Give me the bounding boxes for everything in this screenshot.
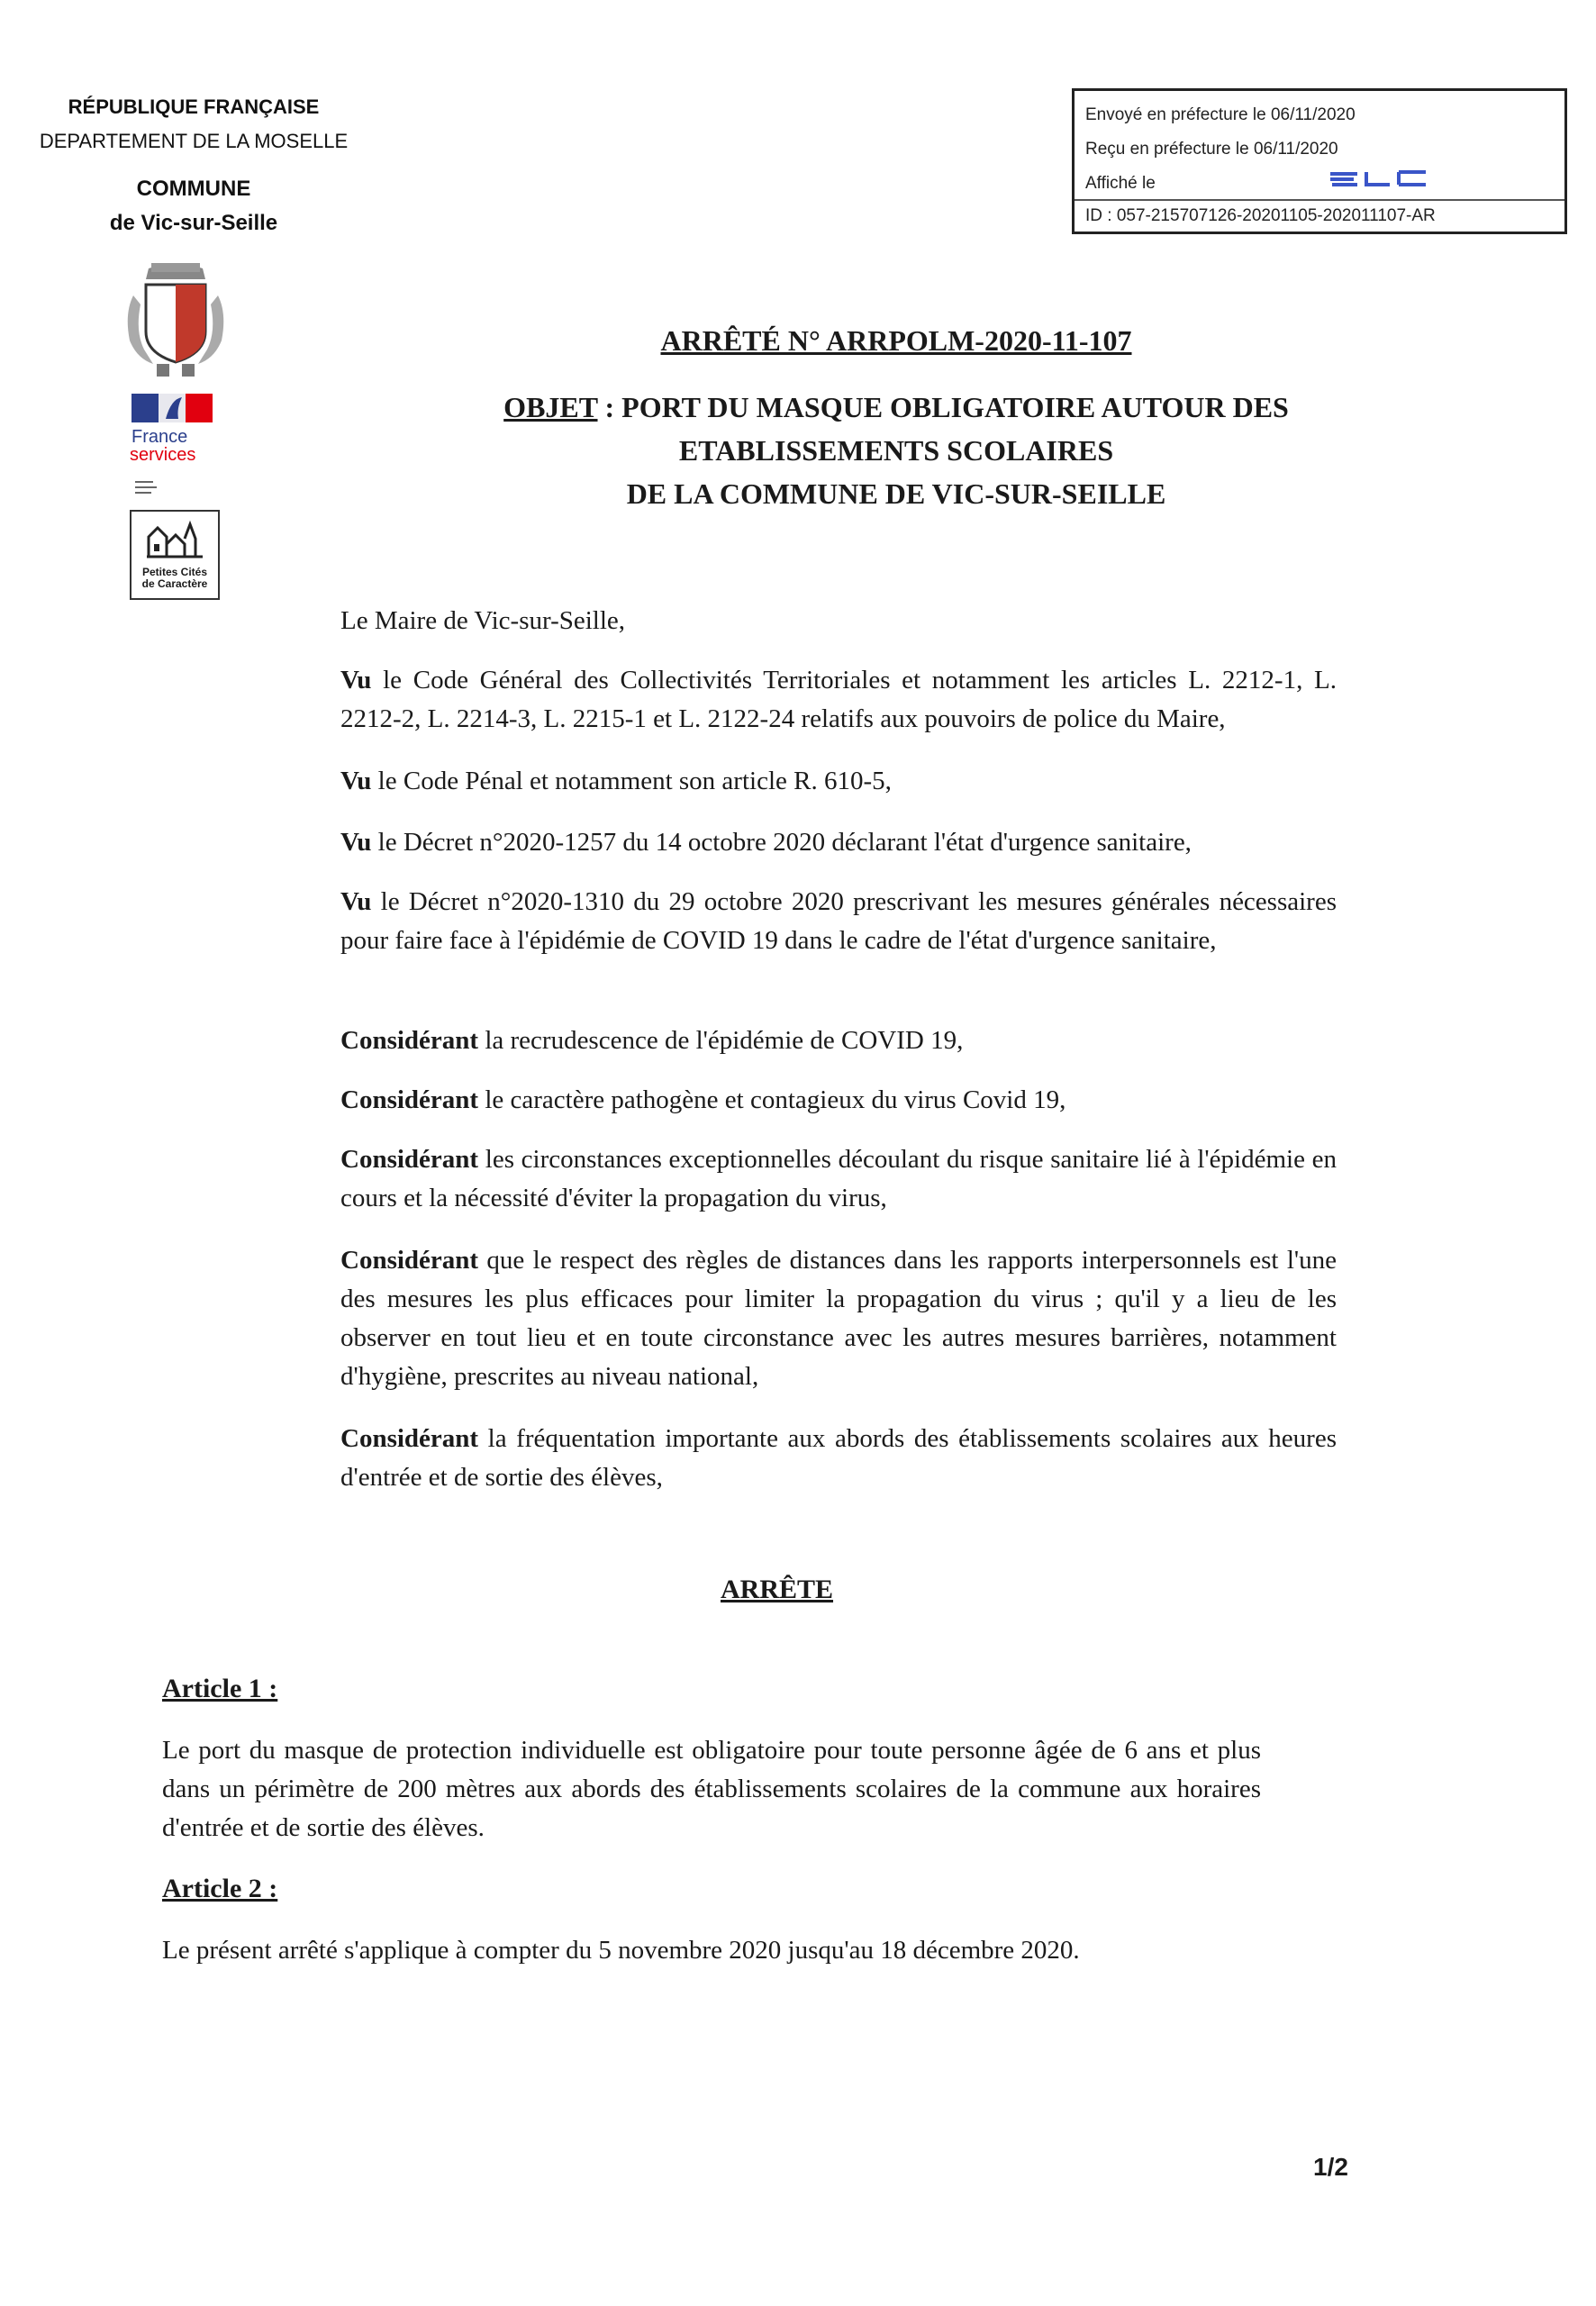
petites-cites-text2: de Caractère <box>141 577 208 590</box>
objet-line-3: DE LA COMMUNE DE VIC-SUR-SEILLE <box>626 477 1166 510</box>
intro-maire: Le Maire de Vic-sur-Seille, <box>340 606 626 635</box>
france-services-logo <box>117 392 234 478</box>
recital-text: le Décret n°2020-1257 du 14 octobre 2020 déclarant l'état d'urgence sanitaire, <box>371 828 1192 857</box>
france-services-word1: France <box>131 427 188 447</box>
recital-paragraph <box>340 1081 1337 1120</box>
recital-paragraph <box>340 1140 1337 1218</box>
slo-stamp-icon <box>1327 167 1435 190</box>
coat-of-arms-logo <box>117 259 234 382</box>
objet-line-1 <box>378 386 1414 429</box>
recital-text: la fréquentation importante aux abords des établissements scolaires aux heures d'entrée et de sortie des élèves, <box>340 1424 1337 1492</box>
envoye-prefecture: Envoyé en préfecture le 06/11/2020 <box>1085 105 1356 124</box>
recital-lead: Considérant <box>340 1424 479 1453</box>
objet-label: OBJET <box>503 391 598 423</box>
article-1-text: Le port du masque de protection individuelle est obligatoire pour toute personne âgée de 6 ans et plus dans un périmètre de 200 mètres aux abords des établissements scolaires de la commune aux horaires d'entrée et de sortie des élèves. <box>162 1736 1261 1842</box>
recital-paragraph <box>340 661 1337 739</box>
article-2-title: Article 2 : <box>162 1874 278 1903</box>
republique-francaise: RÉPUBLIQUE FRANÇAISE <box>68 95 320 118</box>
petites-cites-text1: Petites Cités <box>141 566 208 578</box>
petites-cites-logo <box>130 510 220 600</box>
marianne-icon <box>131 392 213 424</box>
departement: DEPARTEMENT DE LA MOSELLE <box>39 130 349 152</box>
commune-name: de Vic-sur-Seille <box>109 211 278 235</box>
objet-text-1: : PORT DU MASQUE OBLIGATOIRE AUTOUR DES <box>597 391 1289 423</box>
recital-lead: Considérant <box>340 1145 479 1174</box>
recital-lead: Vu <box>340 828 372 857</box>
recital-text: le Code Pénal et notamment son article R. 610-5, <box>371 767 892 795</box>
commune-label: COMMUNE <box>136 177 251 201</box>
recital-text: le Code Général des Collectivités Territoriales et notamment les articles L. 2212-1, L. 2212-2, L. 2214-3, L. 2215-1 et L. 2122-24 relatifs aux pouvoirs de police du Maire, <box>340 666 1337 733</box>
recital-lead: Vu <box>340 767 372 795</box>
recital-paragraph <box>340 1241 1337 1396</box>
affiche-le: Affiché le <box>1085 174 1156 193</box>
recital-paragraph <box>340 1021 1337 1060</box>
france-services-word2: services <box>130 445 196 465</box>
recital-lead: Vu <box>340 887 372 916</box>
recital-lead: Considérant <box>340 1085 479 1114</box>
prefecture-stamp-box <box>1072 88 1567 234</box>
recital-paragraph <box>340 1420 1337 1497</box>
village-icon <box>143 517 206 562</box>
objet-title <box>378 386 1414 515</box>
prefecture-divider <box>1075 199 1564 201</box>
arrete-number-title <box>378 324 1414 358</box>
recital-paragraph <box>340 762 1337 801</box>
recital-text: les circonstances exceptionnelles découlant du risque sanitaire lié à l'épidémie en cours et la nécessité d'éviter la propagation du virus, <box>340 1145 1337 1212</box>
recital-lead: Considérant <box>340 1026 479 1055</box>
recital-lead: Vu <box>340 666 372 695</box>
article-1-title: Article 1 : <box>162 1674 278 1703</box>
recital-paragraph <box>340 823 1337 862</box>
recital-text: la recrudescence de l'épidémie de COVID 19, <box>478 1026 964 1055</box>
recital-paragraph <box>340 883 1337 960</box>
article-2-text: Le présent arrêté s'applique à compter du 5 novembre 2020 jusqu'au 18 décembre 2020. <box>162 1936 1080 1965</box>
recital-text: le Décret n°2020-1310 du 29 octobre 2020 prescrivant les mesures générales nécessaires pour faire face à l'épidémie de COVID 19 dans le cadre de l'état d'urgence sanitaire, <box>340 887 1337 955</box>
recital-text: le caractère pathogène et contagieux du virus Covid 19, <box>478 1085 1066 1114</box>
arrete-number: ARRÊTÉ N° ARRPOLM-2020-11-107 <box>660 324 1132 357</box>
arrete-heading: ARRÊTE <box>721 1575 834 1604</box>
recital-lead: Considérant <box>340 1246 479 1275</box>
recu-prefecture: Reçu en préfecture le 06/11/2020 <box>1085 140 1338 159</box>
acte-id: ID : 057-215707126-20201105-202011107-AR <box>1085 206 1436 225</box>
recital-text: que le respect des règles de distances dans les rapports interpersonnels est l'une des mesures les plus efficaces pour limiter la propagation du virus ; qu'il y a lieu de les observer en tout lieu et en toute circonstance avec les autres mesures barrières, notamment d'hygiène, prescrites au niveau national, <box>340 1246 1337 1391</box>
republique-motto-icon <box>133 478 169 496</box>
logos-column <box>117 259 234 600</box>
objet-line-2: ETABLISSEMENTS SCOLAIRES <box>678 434 1114 467</box>
page-number: 1/2 <box>1313 2153 1348 2181</box>
